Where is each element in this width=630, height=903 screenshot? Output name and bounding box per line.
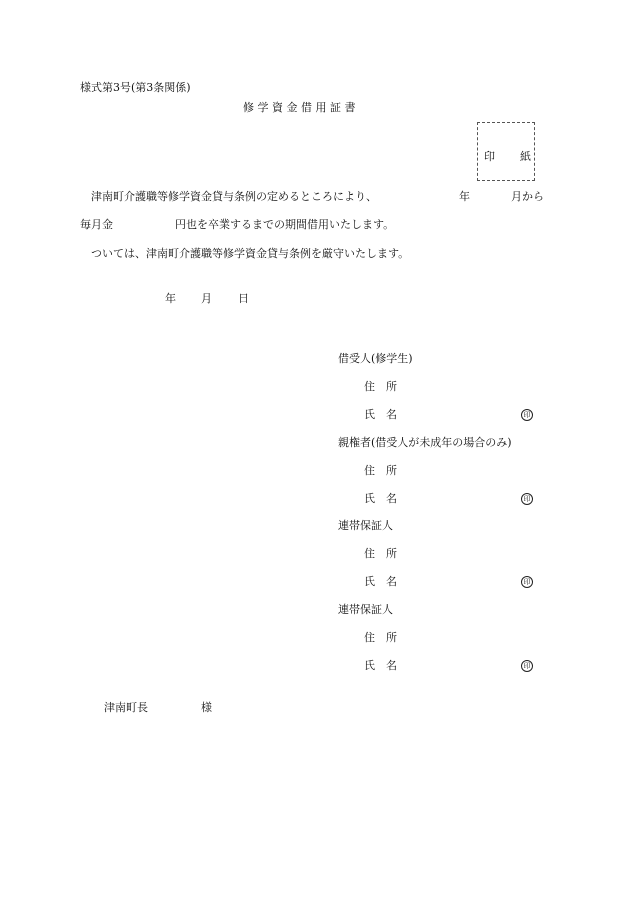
addressee-title: 津南町長 (104, 701, 148, 714)
seal-mark-icon: 印 (521, 660, 533, 672)
body-line-1-text: 津南町介護職等修学資金貸与条例の定めるところにより、 (91, 190, 377, 203)
document-title: 修 学 資 金 借 用 証 書 (243, 101, 356, 114)
name-label: 氏 名 (364, 492, 397, 505)
seal-mark-icon: 印 (521, 493, 533, 505)
body-line-1-month: 月から (511, 190, 544, 203)
name-label: 氏 名 (364, 408, 397, 421)
address-label: 住 所 (364, 380, 397, 393)
seal-mark-icon: 印 (521, 576, 533, 588)
signatory-heading: 親権者(借受人が未成年の場合のみ) (338, 436, 512, 449)
signatory-heading: 連帯保証人 (338, 603, 393, 616)
signatory-heading: 連帯保証人 (338, 519, 393, 532)
date-month: 月 (201, 292, 212, 305)
address-label: 住 所 (364, 547, 397, 560)
date-year: 年 (165, 292, 176, 305)
body-line-2-prefix: 毎月金 (80, 218, 113, 231)
date-day: 日 (238, 292, 249, 305)
address-label: 住 所 (364, 464, 397, 477)
seal-mark-icon: 印 (521, 409, 533, 421)
form-number: 様式第3号(第3条関係) (80, 81, 191, 94)
revenue-stamp-box (477, 122, 535, 181)
name-label: 氏 名 (364, 659, 397, 672)
address-label: 住 所 (364, 631, 397, 644)
body-line-2-text: 円也を卒業するまでの期間借用いたします。 (175, 218, 395, 231)
body-line-1-year: 年 (459, 190, 470, 203)
name-label: 氏 名 (364, 575, 397, 588)
body-line-3: ついては、津南町介護職等修学資金貸与条例を厳守いたします。 (91, 247, 410, 260)
revenue-stamp-label: 印 紙 (484, 150, 532, 163)
signatory-heading: 借受人(修学生) (338, 352, 413, 365)
addressee-honorific: 様 (201, 701, 212, 714)
